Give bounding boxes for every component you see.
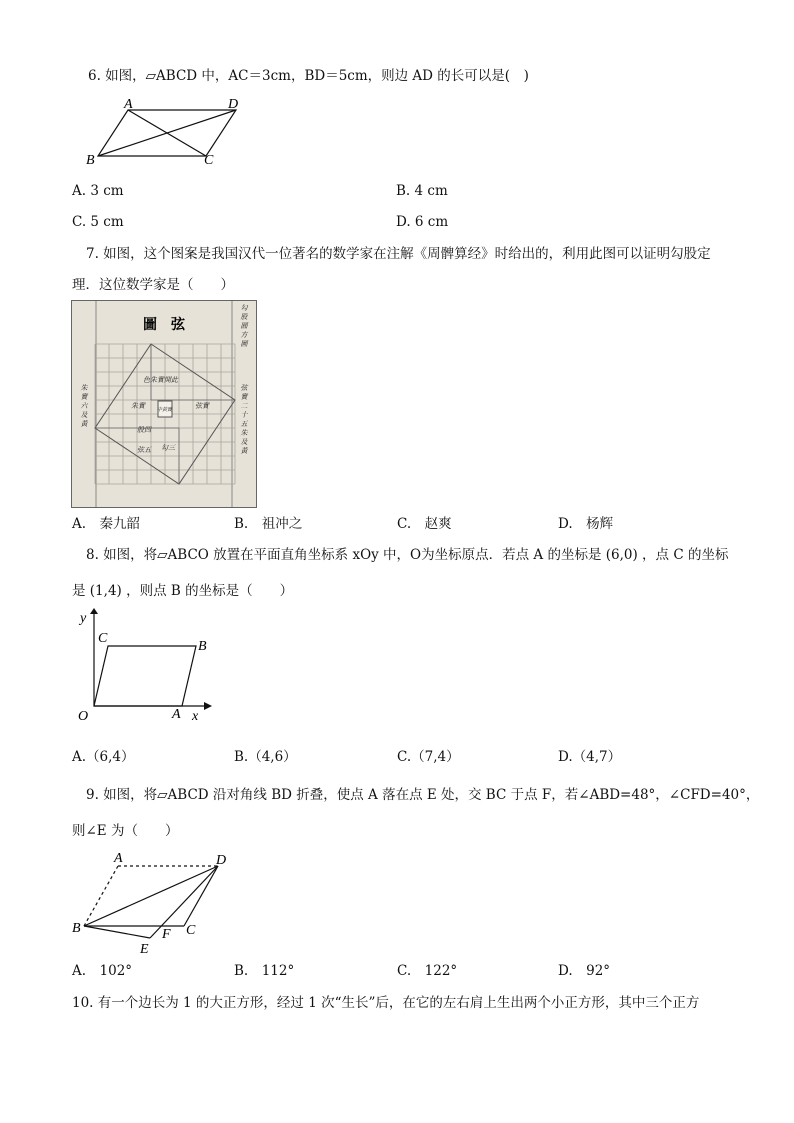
- label-gou-gu-yuan-fang-tu: 勾股圓方圖: [240, 304, 248, 348]
- q8-stem-line2: 是 (1,4) ，则点 B 的坐标是（ ）: [72, 583, 294, 599]
- q8-coordinate-figure: [74, 608, 214, 728]
- q8-option-d[interactable]: D.（4,7）: [558, 749, 622, 765]
- q7-option-b[interactable]: B. 祖冲之: [234, 516, 303, 532]
- q7-stem-line1: 7. 如图，这个图案是我国汉代一位著名的数学家在注解《周髀算经》时给出的，利用此图可以证明勾股定: [86, 246, 711, 262]
- label-zhu-shi: 朱實: [131, 402, 145, 410]
- q9-edge-ab: [84, 866, 118, 926]
- q6-stem: 6. 如图，▱ABCD 中，AC＝3cm，BD＝5cm，则边 AD 的长可以是( ): [88, 68, 529, 84]
- q9-diagonal-bd: [84, 866, 218, 926]
- q7-option-c[interactable]: C. 赵爽: [397, 516, 452, 532]
- label-zhong-huang-shi: 中黃實: [157, 408, 173, 413]
- q7-stem-line2: 理．这位数学家是（ ）: [72, 277, 234, 293]
- q6-option-b[interactable]: B. 4 cm: [396, 183, 448, 199]
- q8-label-c: C: [98, 631, 108, 646]
- q8-option-b[interactable]: B.（4,6）: [234, 749, 297, 765]
- y-axis-label: y: [80, 611, 87, 626]
- q6-label-a: A: [124, 97, 133, 112]
- q9-option-b[interactable]: B. 112°: [234, 963, 295, 979]
- q8-label-o: O: [78, 709, 89, 724]
- q7-option-a[interactable]: A. 秦九韶: [72, 516, 141, 532]
- q9-stem-line2: 则∠E 为（ ）: [72, 823, 179, 839]
- q9-label-c: C: [186, 923, 196, 938]
- q10-stem: 10. 有一个边长为 1 的大正方形，经过 1 次“生长”后，在它的左右肩上生出两个小正方形，其中三个正方: [72, 995, 700, 1011]
- label-se-zhu-shi-kai-ci: 色朱實開此: [143, 376, 178, 384]
- q9-stem-line1: 9. 如图，将▱ABCD 沿对角线 BD 折叠，使点 A 落在点 E 处，交 BC 于点 F，若∠ABD=48°，∠CFD=40°，: [86, 787, 760, 803]
- label-gou-san: 勾三: [161, 444, 175, 452]
- q6-option-a[interactable]: A. 3 cm: [72, 183, 124, 199]
- q9-fold-figure: [70, 850, 240, 958]
- q6-parallelogram-figure: [84, 96, 254, 168]
- label-zhu-shi-liu-ji-huang: 朱實六及黃: [80, 384, 88, 428]
- q9-option-c[interactable]: C. 122°: [397, 963, 458, 979]
- q6-label-d: D: [228, 97, 239, 112]
- q6-label-c: C: [204, 153, 214, 168]
- q8-option-a[interactable]: A.（6,4）: [72, 749, 135, 765]
- xian-tu-title: 圖 弦: [143, 317, 185, 333]
- xian-tu-figure: [71, 300, 257, 508]
- x-axis-arrow: [204, 702, 212, 710]
- q9-label-e: E: [140, 942, 149, 957]
- q6-label-b: B: [86, 153, 95, 168]
- q9-label-b: B: [72, 921, 81, 936]
- q6-option-d[interactable]: D. 6 cm: [396, 214, 449, 230]
- label-gu-si: 股四: [137, 426, 151, 434]
- q9-edge-be: [84, 926, 150, 938]
- q8-parallelogram: [94, 646, 196, 706]
- q8-label-a: A: [172, 707, 181, 722]
- q9-edge-ed: [150, 866, 218, 938]
- q7-option-d[interactable]: D. 杨辉: [558, 516, 614, 532]
- q8-stem-line1: 8. 如图，将▱ABCO 放置在平面直角坐标系 xOy 中，O为坐标原点．若点 A 的坐标是 (6,0) ，点 C 的坐标: [86, 547, 729, 563]
- y-axis-arrow: [90, 608, 98, 614]
- q9-option-a[interactable]: A. 102°: [72, 963, 133, 979]
- q8-label-b: B: [198, 639, 207, 654]
- label-xian-shi: 弦實: [195, 402, 209, 410]
- q6-diagonal-bd: [98, 110, 236, 156]
- label-xian-wu: 弦五: [137, 446, 151, 454]
- q9-label-f: F: [162, 927, 171, 942]
- q9-label-d: D: [216, 853, 227, 868]
- q6-option-c[interactable]: C. 5 cm: [72, 214, 124, 230]
- q8-option-c[interactable]: C.（7,4）: [397, 749, 460, 765]
- q9-label-a: A: [114, 851, 123, 866]
- q9-option-d[interactable]: D. 92°: [558, 963, 611, 979]
- x-axis-label: x: [192, 709, 199, 724]
- label-xian-shi-er-shi-wu: 弦實二十五朱及黃: [240, 384, 248, 455]
